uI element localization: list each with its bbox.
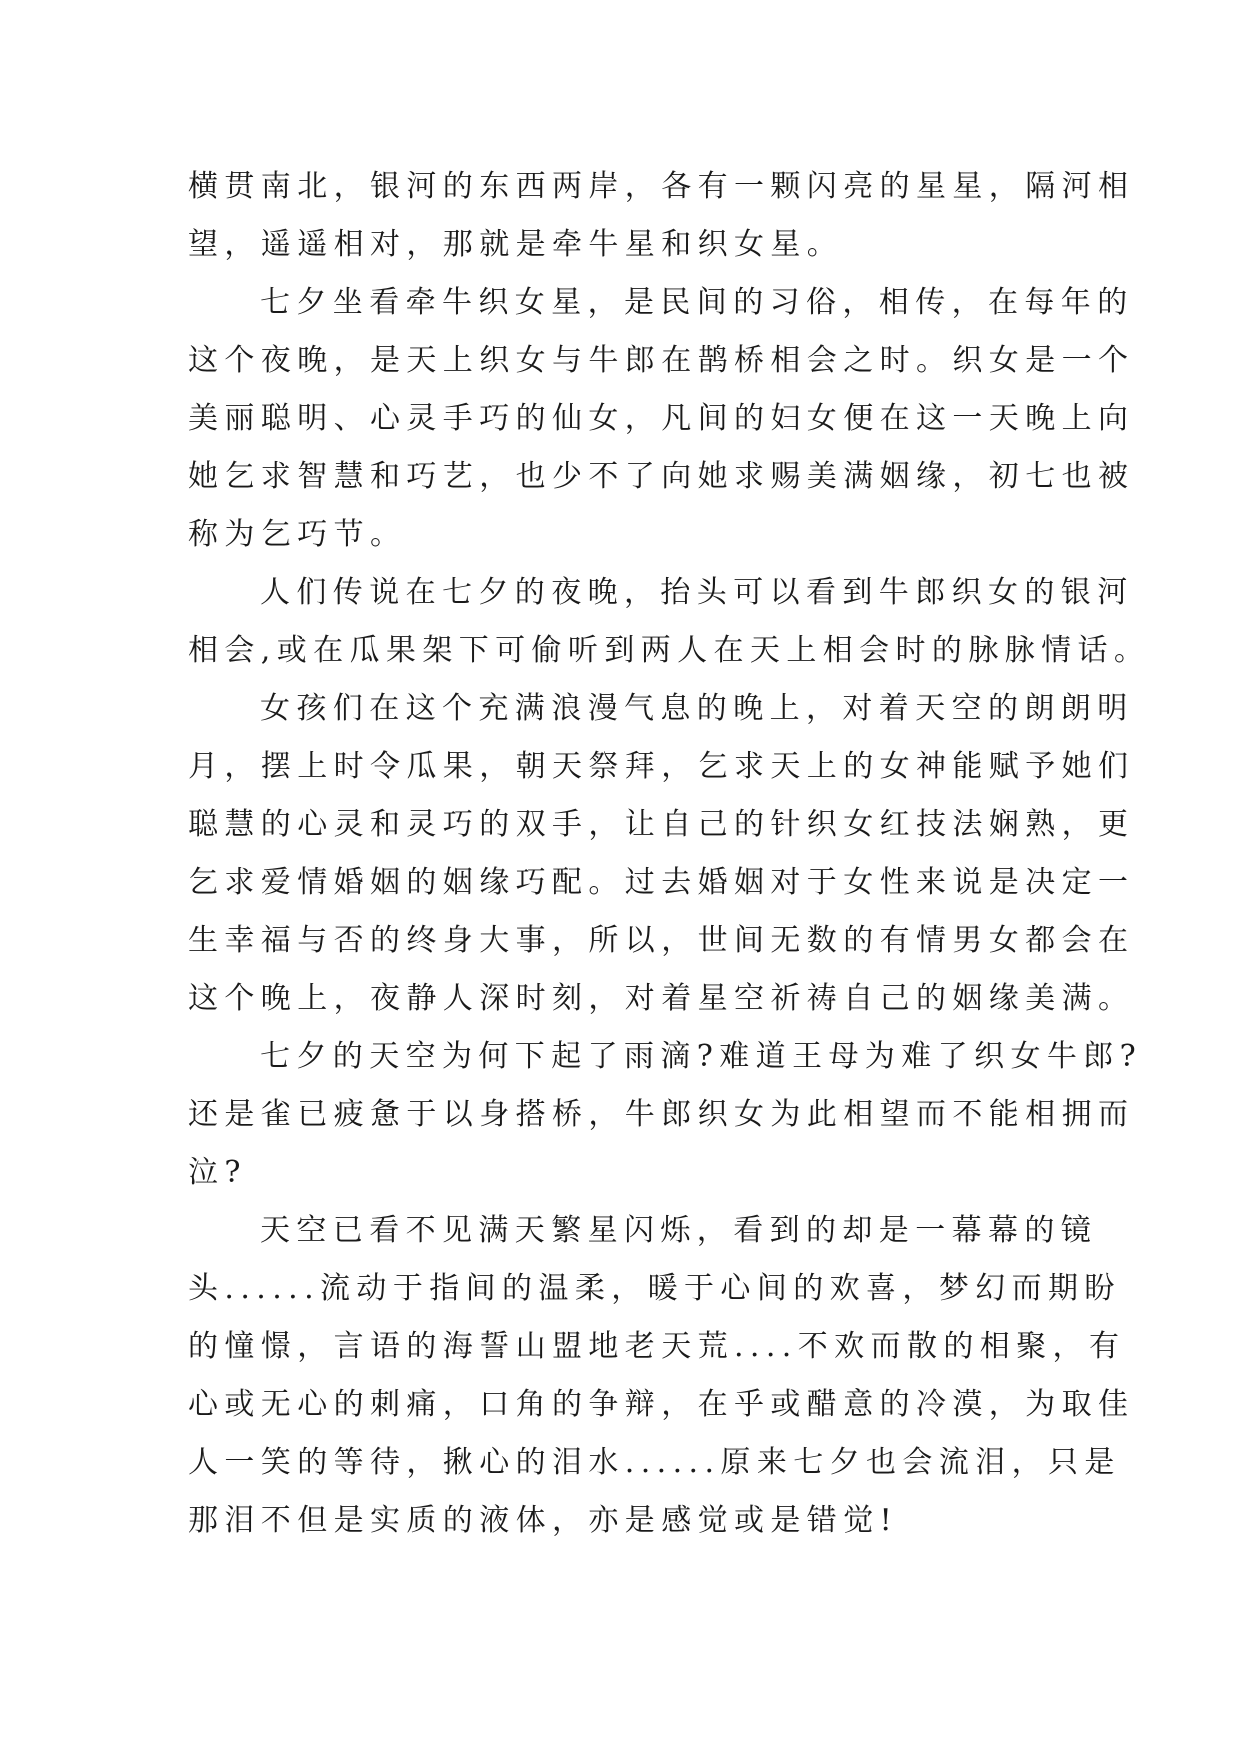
text-line: 望，遥遥相对，那就是牵牛星和织女星。 <box>188 227 844 262</box>
paragraph-3 <box>188 564 1151 680</box>
text-line: 称为乞巧节。 <box>188 517 407 552</box>
text-line: 人们传说在七夕的夜晚，抬头可以看到牛郎织女的银河 <box>260 575 1134 610</box>
document-page <box>188 158 1151 1550</box>
paragraph-1 <box>188 158 1135 274</box>
text-line: 月，摆上时令瓜果，朝天祭拜，乞求天上的女神能赋予她们 <box>188 749 1135 784</box>
paragraph-4 <box>188 680 1135 1028</box>
text-line: 泣? <box>188 1155 247 1190</box>
text-line: 心或无心的刺痛，口角的争辩，在乎或醋意的冷漠，为取佳 <box>188 1387 1135 1422</box>
paragraph-6 <box>188 1202 1135 1550</box>
text-line: 还是雀已疲惫于以身搭桥，牛郎织女为此相望而不能相拥而 <box>188 1097 1135 1132</box>
text-line: 那泪不但是实质的液体，亦是感觉或是错觉! <box>188 1503 899 1538</box>
text-line: 横贯南北，银河的东西两岸，各有一颗闪亮的星星，隔河相 <box>188 169 1135 204</box>
paragraph-5 <box>188 1028 1143 1202</box>
text-line: 这个晚上，夜静人深时刻，对着星空祈祷自己的姻缘美满。 <box>188 981 1135 1016</box>
text-line: 人一笑的等待，揪心的泪水......原来七夕也会流泪，只是 <box>188 1445 1121 1480</box>
text-line: 七夕坐看牵牛织女星，是民间的习俗，相传，在每年的 <box>260 285 1134 320</box>
text-line: 生幸福与否的终身大事，所以，世间无数的有情男女都会在 <box>188 923 1135 958</box>
text-line: 相会,或在瓜果架下可偷听到两人在天上相会时的脉脉情话。 <box>188 633 1151 668</box>
text-line: 天空已看不见满天繁星闪烁，看到的却是一幕幕的镜 <box>260 1213 1098 1248</box>
paragraph-2 <box>188 274 1135 564</box>
text-line: 这个夜晚，是天上织女与牛郎在鹊桥相会之时。织女是一个 <box>188 343 1135 378</box>
text-line: 头......流动于指间的温柔，暖于心间的欢喜，梦幻而期盼 <box>188 1271 1121 1306</box>
text-line: 聪慧的心灵和灵巧的双手，让自己的针织女红技法娴熟，更 <box>188 807 1135 842</box>
text-line: 女孩们在这个充满浪漫气息的晚上，对着天空的朗朗明 <box>260 691 1134 726</box>
text-line: 她乞求智慧和巧艺，也少不了向她求赐美满姻缘，初七也被 <box>188 459 1135 494</box>
text-line: 七夕的天空为何下起了雨滴?难道王母为难了织女牛郎? <box>260 1039 1143 1074</box>
text-line: 乞求爱情婚姻的姻缘巧配。过去婚姻对于女性来说是决定一 <box>188 865 1135 900</box>
text-line: 美丽聪明、心灵手巧的仙女，凡间的妇女便在这一天晚上向 <box>188 401 1135 436</box>
text-line: 的憧憬，言语的海誓山盟地老天荒....不欢而散的相聚，有 <box>188 1329 1126 1364</box>
